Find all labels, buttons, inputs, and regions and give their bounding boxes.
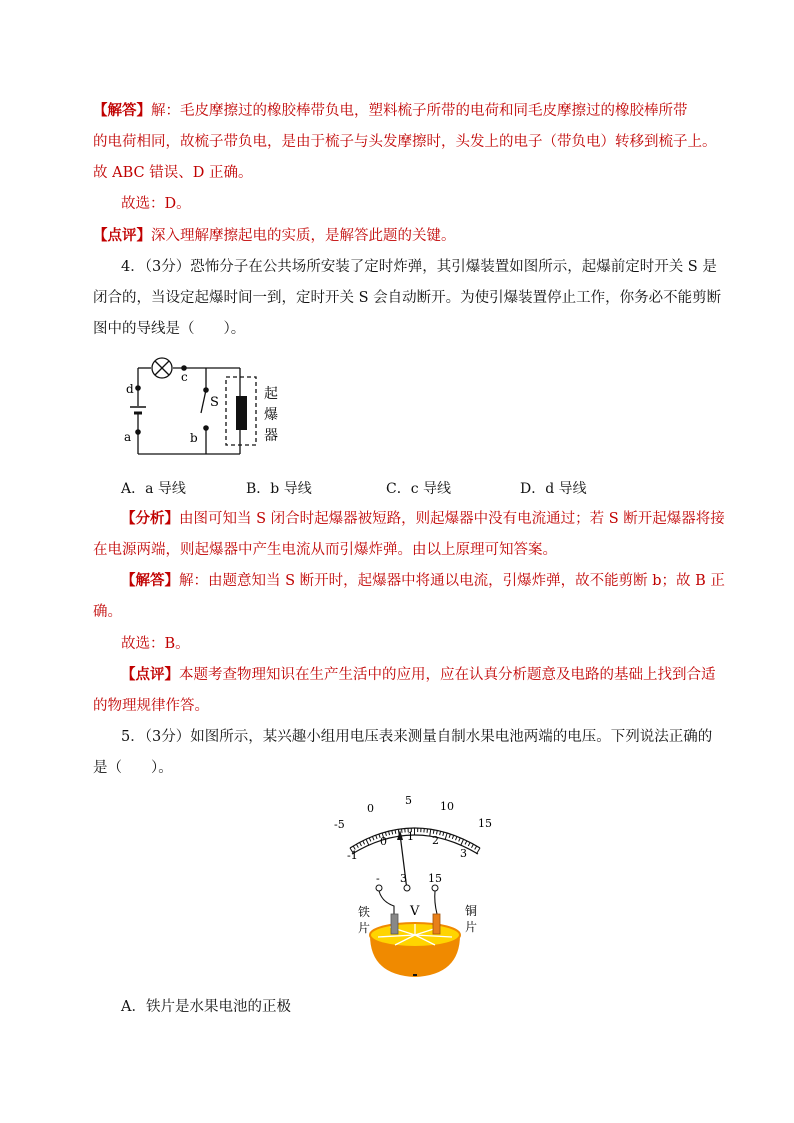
copper-label-2: 片 bbox=[465, 920, 478, 934]
choice-answer: 故选：D。 bbox=[121, 196, 191, 212]
question4-line1: 4．（3分）恐怖分子在公共场所安装了定时炸弹，其引爆装置如图所示，起爆前定时开关 S 是 bbox=[121, 259, 717, 275]
top-label-5: 15 bbox=[478, 817, 492, 830]
label-detonator-1: 起 bbox=[264, 386, 278, 402]
answer-tag: 【解答】 bbox=[93, 102, 151, 119]
scale-tick bbox=[366, 839, 369, 845]
terminal-15-label: 15 bbox=[428, 872, 442, 885]
scale-tick bbox=[459, 838, 461, 842]
question5-line1: 5．（3分）如图所示，某兴趣小组用电压表来测量自制水果电池两端的电压。下列说法正确的 bbox=[121, 729, 713, 745]
scale-tick bbox=[440, 831, 441, 835]
bottom-label-2: 0 bbox=[380, 835, 387, 848]
top-label-1: -5 bbox=[334, 818, 345, 831]
scale-tick bbox=[449, 834, 450, 838]
bottom-label-4: 2 bbox=[432, 834, 439, 847]
scale-tick bbox=[461, 839, 464, 845]
scale-tick bbox=[471, 844, 473, 848]
solution-line2: 确。 bbox=[93, 604, 122, 620]
label-detonator-3: 器 bbox=[264, 428, 278, 444]
scale-tick bbox=[465, 841, 467, 845]
top-label-3: 5 bbox=[405, 794, 412, 807]
question5-line2: 是（ ）。 bbox=[93, 760, 173, 776]
label-detonator-2: 爆 bbox=[264, 407, 278, 423]
scale-tick bbox=[376, 835, 377, 839]
solution-line1: 【解答】解：由题意知当 S 断开时，起爆器中将通以电流，引爆炸弹，故不能剪断 b；故 B 正 bbox=[121, 572, 725, 589]
scale-tick bbox=[475, 846, 477, 849]
scale-tick bbox=[445, 833, 447, 840]
scale-tick bbox=[430, 829, 431, 836]
scale-tick bbox=[372, 836, 373, 840]
terminal-3-label: 3 bbox=[400, 872, 407, 885]
iron-label-2: 片 bbox=[358, 921, 371, 935]
question4-line2: 闭合的，当设定起爆时间一到，定时开关 S 会自动断开。为使引爆装置停止工作，你务必不能剪断 bbox=[93, 290, 722, 306]
scale-tick bbox=[356, 844, 358, 847]
scale-tick bbox=[452, 835, 453, 839]
label-b: b bbox=[190, 431, 198, 445]
top-label-2: 0 bbox=[367, 802, 374, 815]
scale-tick bbox=[476, 848, 480, 854]
answer-paragraph-line3: 故 ABC 错误、D 正确。 bbox=[93, 165, 253, 181]
comment-line-1: 【点评】本题考查物理知识在生产生活中的应用，应在认真分析题意及电路的基础上找到合适 bbox=[121, 666, 716, 683]
scale-tick bbox=[363, 841, 365, 845]
bottom-label-1: -1 bbox=[347, 849, 358, 862]
choice-answer-4: 故选：B。 bbox=[121, 636, 190, 652]
scale-tick bbox=[389, 831, 390, 835]
answer-paragraph-line2: 的电荷相同，故梳子带负电，是由于梳子与头发摩擦时，头发上的电子（带负电）转移到梳子上。 bbox=[93, 134, 717, 150]
scale-tick bbox=[369, 838, 371, 842]
label-a: a bbox=[124, 430, 132, 444]
bottom-label-3: 1 bbox=[407, 830, 414, 843]
label-switch: S bbox=[210, 395, 219, 410]
question4-line3: 图中的导线是（ ）。 bbox=[93, 321, 246, 337]
question5-option-a: A．铁片是水果电池的正极 bbox=[121, 999, 291, 1015]
comment-line-2: 的物理规律作答。 bbox=[93, 698, 209, 714]
option-d: D．d 导线 bbox=[520, 481, 587, 497]
copper-label-1: 铜 bbox=[465, 904, 478, 918]
scale-tick bbox=[395, 830, 396, 834]
answer-paragraph-line1: 【解答】解：毛皮摩擦过的橡胶棒带负电，塑料梳子所带的电荷和同毛皮摩擦过的橡胶棒所带 bbox=[93, 102, 688, 119]
scale-tick bbox=[468, 842, 470, 846]
circuit-diagram bbox=[118, 350, 288, 462]
label-d: d bbox=[126, 382, 134, 396]
terminal-neg-label: - bbox=[376, 872, 380, 885]
top-label-4: 10 bbox=[440, 800, 454, 813]
scale-tick bbox=[392, 830, 393, 834]
voltmeter-fruit-battery bbox=[330, 790, 500, 985]
iron-label-1: 铁 bbox=[358, 905, 371, 919]
voltmeter-v: V bbox=[410, 904, 420, 919]
option-a: A．a 导线 bbox=[121, 481, 186, 497]
bottom-label-5: 3 bbox=[460, 847, 467, 860]
scale-tick bbox=[443, 832, 444, 836]
comment-line: 【点评】深入理解摩擦起电的实质，是解答此题的关键。 bbox=[93, 227, 456, 244]
analysis-line1: 【分析】由图可知当 S 闭合时起爆器被短路，则起爆器中没有电流通过；若 S 断开起爆器将接 bbox=[121, 510, 725, 527]
analysis-line2: 在电源两端，则起爆器中产生电流从而引爆炸弹。由以上原理可知答案。 bbox=[93, 542, 557, 558]
option-b: B．b 导线 bbox=[246, 481, 312, 497]
option-c: C．c 导线 bbox=[386, 481, 452, 497]
label-c: c bbox=[181, 370, 188, 384]
scale-tick bbox=[360, 842, 362, 846]
scale-tick bbox=[455, 836, 456, 840]
